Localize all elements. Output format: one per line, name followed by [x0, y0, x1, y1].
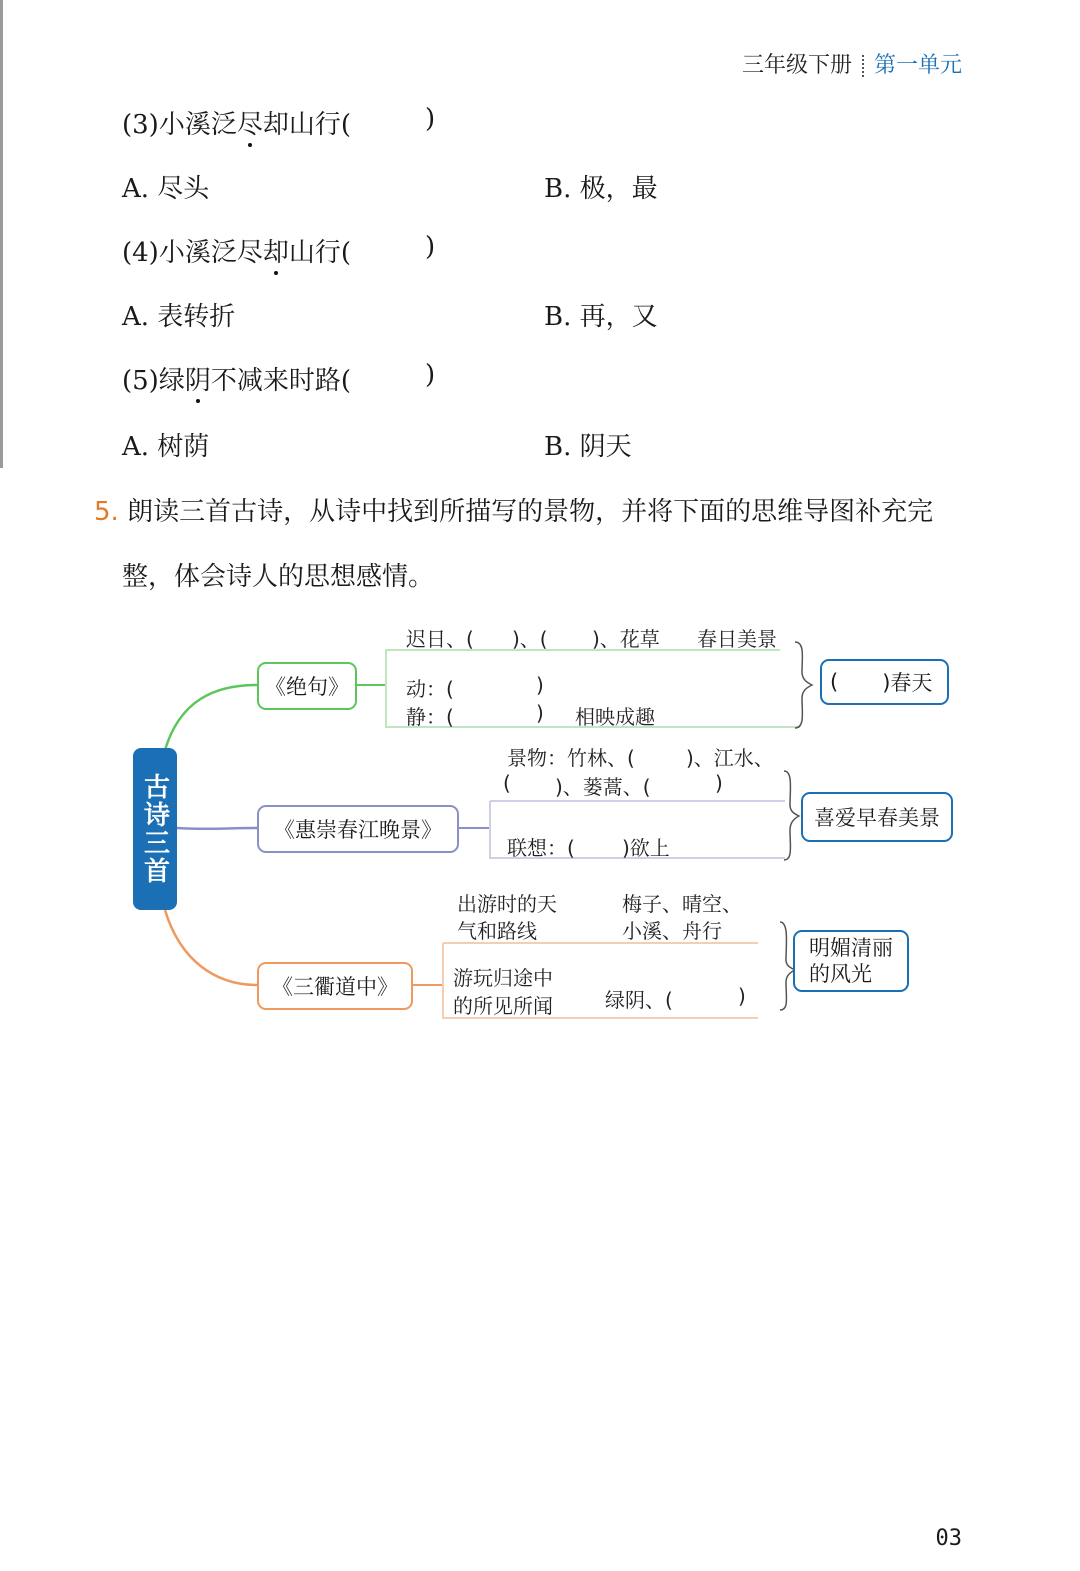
header-unit: 第一单元 [873, 53, 962, 78]
poem2-line2b: )、蒌蒿、( [555, 775, 651, 799]
q4-5-answer-close: ) [425, 360, 436, 390]
poem2-line1b: )、江水、 [686, 746, 774, 770]
q5-line-2: 整，体会诗人的思想感情。 [122, 562, 435, 592]
q4-4-answer-close: ) [425, 232, 436, 262]
q5-number: 5. [94, 497, 119, 527]
emphasis-char: 尽 [237, 104, 263, 141]
poem1-title-box: 《绝句》 [257, 662, 357, 710]
q5-line-1: 5. 朗读三首古诗，从诗中找到所描写的景物，并将下面的思维导图补充完 [94, 497, 934, 527]
poem2-result-box: 喜爱早春美景 [801, 792, 953, 842]
header-grade: 三年级下册 [741, 53, 852, 78]
poem1-contrast: 相映成趣 [575, 705, 655, 729]
q4-3-option-b: B. 极，最 [544, 174, 658, 204]
poem3-line1a: 出游时的天 [457, 892, 557, 916]
poem3-line2b: 的所见所闻 [453, 994, 553, 1018]
page-number: 03 [935, 1526, 962, 1551]
poem3-line2a: 游玩归途中 [453, 966, 553, 990]
poem1-summary: 春日美景 [697, 627, 777, 651]
poem2-title-box: 《惠崇春江晚景》 [257, 805, 459, 853]
poem3-line2c: 绿阴、( [605, 988, 673, 1012]
poem2-line3a: 联想：( [507, 836, 575, 860]
poem1-line1b: )、( [512, 627, 548, 651]
poem1-line1a: 迟日、( [406, 627, 474, 651]
poem2-line1a: 景物：竹林、( [507, 746, 635, 770]
q4-4-stem: (4)小溪泛尽却山行( [122, 232, 351, 269]
poem2-line2c: ) [715, 771, 723, 795]
emphasis-char: 却 [263, 232, 289, 269]
q4-5-stem: (5)绿阴不减来时路( [122, 360, 351, 397]
q4-5-option-b: B. 阴天 [544, 432, 632, 462]
q4-3-stem: (3)小溪泛尽却山行( [122, 104, 351, 141]
q4-3-option-a: A. 尽头 [122, 174, 210, 204]
poem3-line1d: 小溪、舟行 [622, 919, 722, 943]
poem2-line2a: ( [503, 771, 511, 795]
poem3-title-box: 《三衢道中》 [257, 962, 413, 1010]
q4-4-option-b: B. 再，又 [544, 302, 658, 332]
q4-3-answer-close: ) [425, 104, 436, 134]
poem3-result-box: 明媚清丽 的风光 [793, 930, 909, 992]
poem2-line3b: )欲上 [622, 836, 670, 860]
poem1-static: 静：( [406, 705, 454, 729]
poem1-line1c: )、花草 [592, 627, 660, 651]
emphasis-char: 阴 [185, 360, 211, 397]
poem3-line1b: 气和路线 [457, 919, 537, 943]
poem1-dynamic-close: ) [536, 673, 544, 697]
poem1-dynamic: 动：( [406, 677, 454, 701]
poem1-result-box: ( )春天 [820, 659, 949, 705]
mindmap-root: 古诗三首 [133, 748, 177, 910]
q4-5-option-a: A. 树荫 [122, 432, 210, 462]
poem3-line1c: 梅子、晴空、 [622, 892, 742, 916]
poem3-line2d: ) [738, 984, 746, 1008]
poem1-static-close: ) [536, 701, 544, 725]
q4-4-option-a: A. 表转折 [122, 302, 236, 332]
